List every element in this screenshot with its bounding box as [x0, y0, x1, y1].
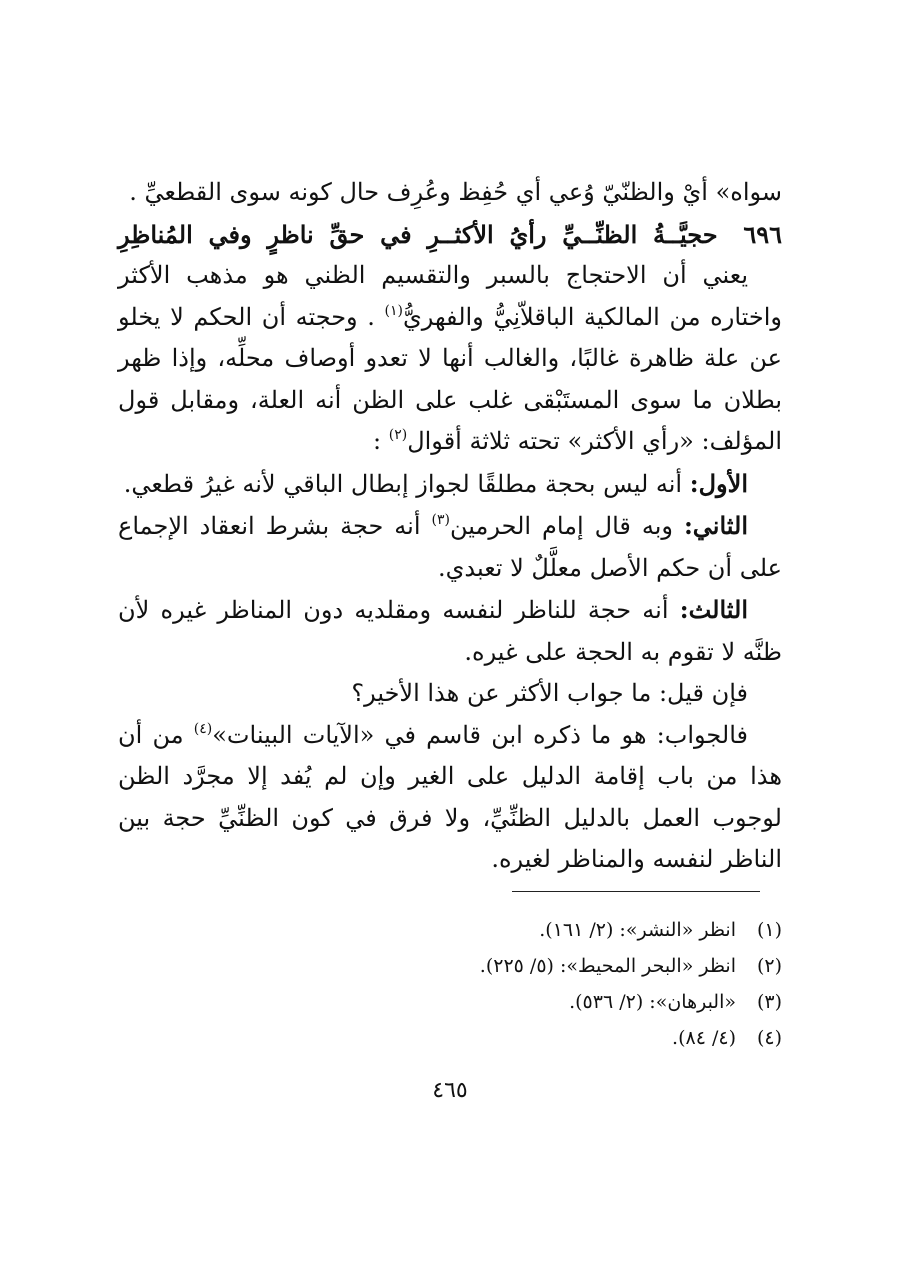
opinion-label: الثالث: — [679, 595, 748, 624]
footnotes — [118, 912, 782, 1056]
footnote-3 — [118, 984, 782, 1020]
footnote-2 — [118, 948, 782, 984]
footnote-text: انظر «النشر»: (٢/ ١٦١). — [539, 919, 736, 941]
footnote-ref-3[interactable]: (٣) — [431, 512, 450, 528]
verse-number: ٦٩٦ — [743, 219, 782, 249]
answer-paragraph — [118, 715, 782, 881]
paragraph-text: . وحجته أن الحكم لا يخلو عن علة ظاهرة غالبًا، والغالب أنها لا تعدو أوصاف محلِّه، وإذا ظهر بطلان ما سوى المستَبْقى غلب على الظن أنه العلة، ومقابل قول المؤلف: «رأي الأكثر» تحته ثلاثة أقوال — [118, 302, 782, 455]
opinion-second — [118, 505, 782, 589]
footnote-ref-4[interactable]: (٤) — [193, 720, 213, 737]
page-number: ٤٦٥ — [432, 1078, 468, 1103]
opinion-first — [118, 463, 782, 506]
continuation-line — [118, 172, 782, 214]
footnote-text: انظر «البحر المحيط»: (٥/ ٢٢٥). — [479, 955, 736, 977]
opinion-third — [118, 589, 782, 673]
opinion-text: أنه ليس بحجة مطلقًا لجواز إبطال الباقي لأنه غيرُ قطعي. — [123, 469, 683, 498]
footnote-1 — [118, 912, 782, 948]
footnote-separator — [512, 891, 760, 892]
paragraph-text: يعني أن الاحتجاج بالسبر والتقسيم الظني هو مذهب الأكثر واختاره من المالكية الباقلاّنِيُّ والفهريُّ — [118, 261, 782, 331]
footnote-4 — [118, 1020, 782, 1056]
footnote-number: (٤) — [756, 1027, 782, 1049]
footnote-text: (٤/ ٨٤). — [672, 1027, 736, 1049]
footnote-number: (٣) — [756, 991, 782, 1013]
question-text: فإن قيل: ما جواب الأكثر عن هذا الأخير؟ — [351, 679, 748, 707]
footnote-number: (٢) — [756, 955, 782, 977]
paragraph-explanation — [118, 255, 782, 463]
opinion-text: أنه حجة للناظر لنفسه ومقلديه دون المناظر غيره لأن ظنَّه لا تقوم به الحجة على غيره. — [118, 596, 782, 666]
question-paragraph — [118, 673, 782, 715]
answer-text: فالجواب: هو ما ذكره ابن قاسم في «الآيات البينات» — [212, 720, 749, 749]
verse-text: حجيَّــةُ الظنِّــيِّ رأيُ الأكثــرِ في حقِّ ناظرٍ وفي المُناظِرِ — [118, 219, 718, 249]
answer-text: من أن هذا من باب إقامة الدليل على الغير وإن لم يُفد إلا مجرَّد الظن لوجوب العمل بالدليل الظنِّيِّ، ولا فرق في كون الظنِّيِّ حجة بين الناظر لنفسه والمناظر لغيره. — [118, 720, 782, 873]
verse-line — [118, 214, 782, 256]
main-text — [118, 172, 782, 881]
footnote-number: (١) — [756, 919, 782, 941]
opinion-label: الأول: — [689, 468, 748, 498]
opinion-label: الثاني: — [683, 511, 749, 540]
opinion-text: وبه قال إمام الحرمين — [449, 512, 673, 540]
footnote-ref-2[interactable]: (٢) — [388, 427, 408, 443]
continuation-text: سواه» أيْ والظنّيّ وُعي أي حُفِظ وعُرِف حال كونه سوى القطعيِّ . — [129, 178, 782, 206]
footnote-text: «البرهان»: (٢/ ٥٣٦). — [569, 991, 736, 1013]
opinion-text: أنه حجة بشرط انعقاد الإجماع على أن حكم الأصل معلَّلٌ لا تعبدي. — [118, 512, 782, 582]
footnote-ref-1[interactable]: (١) — [384, 302, 403, 319]
paragraph-text: : — [373, 427, 382, 455]
